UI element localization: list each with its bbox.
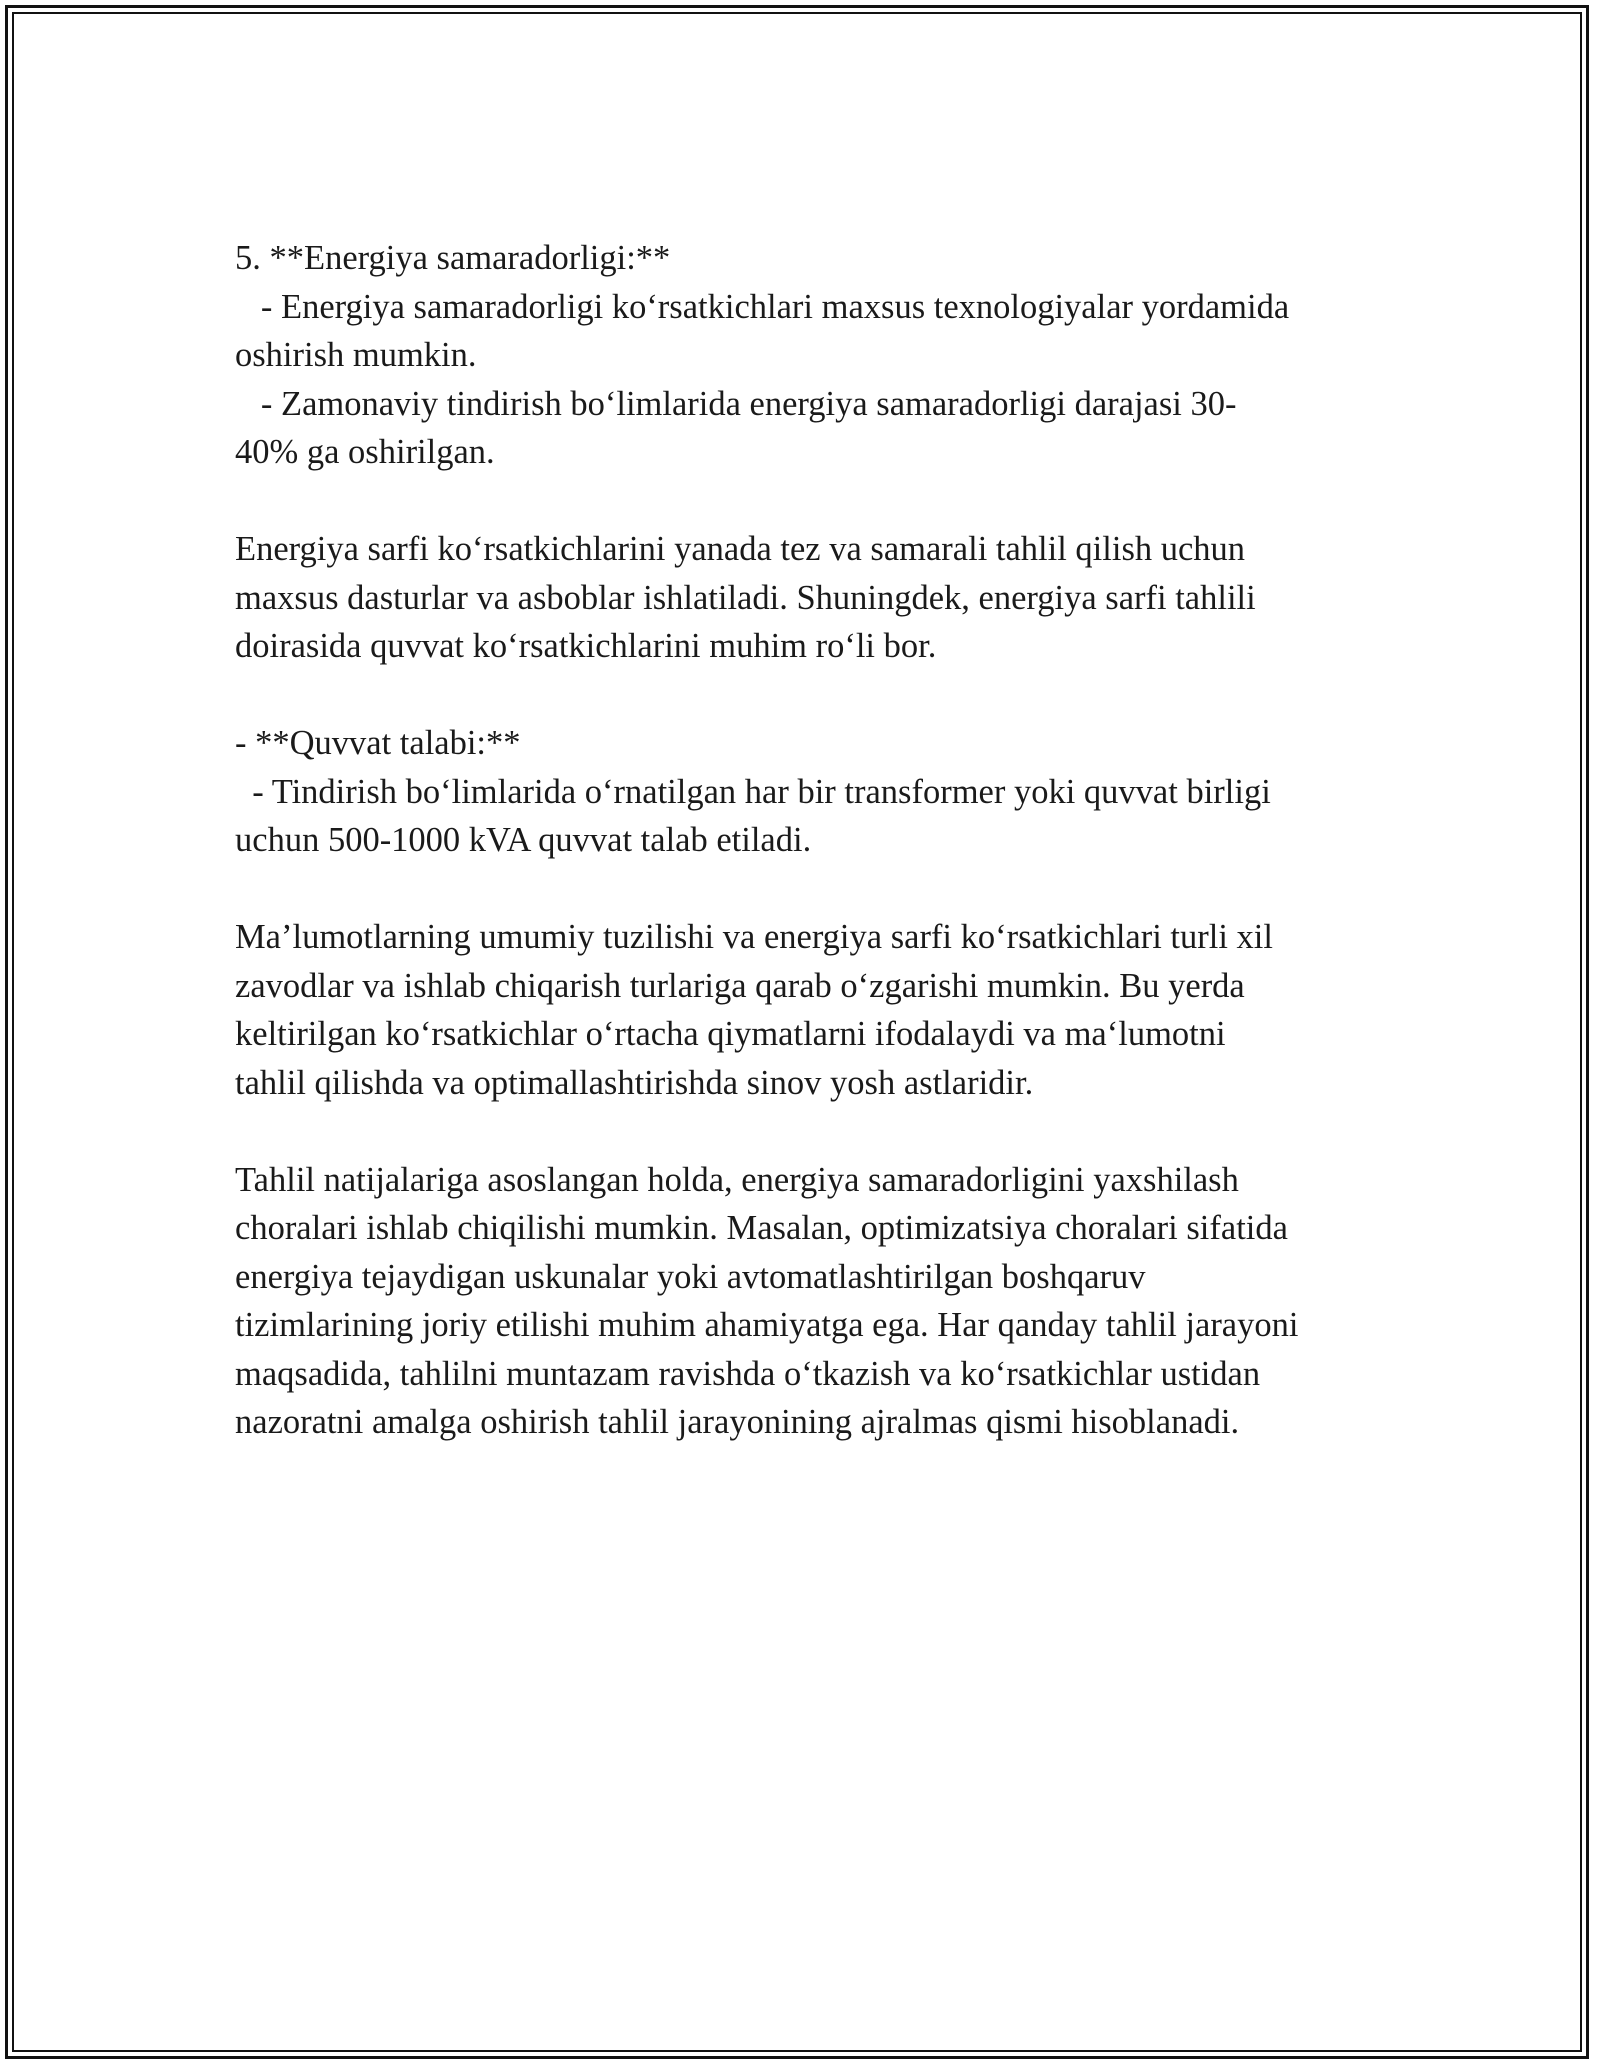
- paragraph-gap: [235, 671, 1385, 720]
- document-body: [235, 234, 1385, 1447]
- paragraph-line: maxsus dasturlar va asboblar ishlatiladi. Shuningdek, energiya sarfi tahlili: [235, 578, 1256, 617]
- section-power-requirement: [235, 719, 1385, 865]
- paragraph-gap: [235, 477, 1385, 526]
- paragraph-line: tahlil qilishda va optimallashtirishda sinov yosh astlaridir.: [235, 1063, 1034, 1102]
- bullet-line: uchun 500-1000 kVA quvvat talab etiladi.: [235, 821, 812, 859]
- paragraph-line: energiya tejaydigan uskunalar yoki avtomatlashtirilgan boshqaruv: [235, 1257, 1146, 1296]
- bullet-line: oshirish mumkin.: [235, 336, 477, 374]
- paragraph: [235, 525, 1385, 671]
- paragraph-line: doirasida quvvat ko‘rsatkichlarini muhim ro‘li bor.: [235, 627, 937, 665]
- paragraph-line: tizimlarining joriy etilishi muhim ahamiyatga ega. Har qanday tahlil jarayoni: [235, 1306, 1299, 1344]
- paragraph-line: choralari ishlab chiqilishi mumkin. Masalan, optimizatsiya choralari sifatida: [235, 1209, 1288, 1247]
- paragraph-line: Tahlil natijalariga asoslangan holda, energiya samaradorligini yaxshilash: [235, 1160, 1239, 1199]
- paragraph: [235, 1156, 1385, 1447]
- section-heading: - **Quvvat talabi:**: [235, 724, 521, 762]
- paragraph-line: zavodlar va ishlab chiqarish turlariga qarab o‘zgarishi mumkin. Bu yerda: [235, 966, 1245, 1005]
- paragraph-line: keltirilgan ko‘rsatkichlar o‘rtacha qiymatlarni ifodalaydi va ma‘lumotni: [235, 1015, 1226, 1053]
- paragraph-line: Ma’lumotlarning umumiy tuzilishi va energiya sarfi ko‘rsatkichlari turli xil: [235, 918, 1273, 956]
- paragraph-line: Energiya sarfi ko‘rsatkichlarini yanada tez va samarali tahlil qilish uchun: [235, 530, 1246, 568]
- section-energy-efficiency: [235, 234, 1385, 477]
- paragraph-line: nazoratni amalga oshirish tahlil jarayonining ajralmas qismi hisoblanadi.: [235, 1403, 1240, 1441]
- bullet-line: - Zamonaviy tindirish bo‘limlarida energiya samaradorligi darajasi 30-: [235, 384, 1237, 423]
- paragraph: [235, 913, 1385, 1107]
- bullet-line: 40% ga oshirilgan.: [235, 433, 495, 471]
- paragraph-gap: [235, 865, 1385, 914]
- paragraph-gap: [235, 1107, 1385, 1156]
- paragraph-line: maqsadida, tahlilni muntazam ravishda o‘tkazish va ko‘rsatkichlar ustidan: [235, 1354, 1261, 1393]
- bullet-line: - Energiya samaradorligi ko‘rsatkichlari maxsus texnologiyalar yordamida: [235, 287, 1290, 326]
- bullet-line: - Tindirish bo‘limlarida o‘rnatilgan har bir transformer yoki quvvat birligi: [235, 772, 1271, 811]
- section-heading: 5. **Energiya samaradorligi:**: [235, 239, 671, 277]
